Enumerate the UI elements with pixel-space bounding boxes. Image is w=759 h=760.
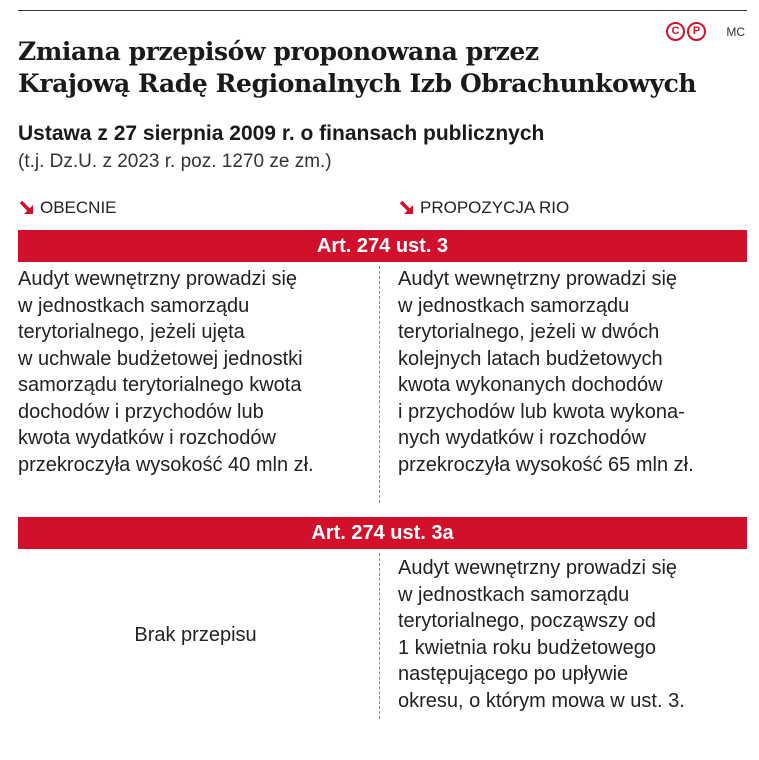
proposed-provision-text: Audyt wewnętrzny prowadzi się w jednostkach samorządu terytorialnego, jeżeli w dwóch kolejnych latach budżetowych kwota wykonanych dochodów i przychodów lub kwota wykona- nych wydatków i rozchodów przekroczyła wysokość 65 mln zł. xyxy=(398,268,694,476)
column-divider xyxy=(379,553,380,719)
column-header-proposal xyxy=(398,198,569,218)
current-provision-text: Audyt wewnętrzny prowadzi się w jednostkach samorządu terytorialnego, jeżeli ujęta w uchwale budżetowej jednostki samorządu terytorialnego kwota dochodów i przychodów lub kwota wydatków i rozchodów przekroczyła wysokość 40 mln zł. xyxy=(18,268,314,476)
column-header-current-label: OBECNIE xyxy=(40,198,117,217)
logo-letter-p: P xyxy=(687,22,706,41)
column-header-proposal-label: PROPOZYCJA RIO xyxy=(420,198,570,217)
section-heading: Art. 274 ust. 3a xyxy=(18,517,747,549)
arrow-down-right-icon xyxy=(18,199,36,217)
author-credit: MC xyxy=(726,25,745,39)
top-rule xyxy=(18,10,747,11)
title-line-2: Krajową Radę Regionalnych Izb Obrachunkowych xyxy=(18,69,697,98)
title-line-1: Zmiana przepisów proponowana przez xyxy=(18,37,539,66)
page-title xyxy=(18,36,738,100)
proposed-provision-text: Audyt wewnętrzny prowadzi się w jednostkach samorządu terytorialnego, począwszy od 1 kwietnia roku budżetowego następującego po upływie okresu, o którym mowa w ust. 3. xyxy=(398,557,685,712)
current-provision-text: Brak przepisu xyxy=(134,624,257,646)
logo-letter-c: C xyxy=(666,22,685,41)
column-divider xyxy=(379,266,380,503)
law-reference: (t.j. Dz.U. z 2023 r. poz. 1270 ze zm.) xyxy=(18,151,332,172)
column-header-current xyxy=(18,198,117,218)
arrow-down-right-icon xyxy=(398,199,416,217)
section-heading: Art. 274 ust. 3 xyxy=(18,230,747,262)
law-title: Ustawa z 27 sierpnia 2009 r. o finansach publicznych xyxy=(18,122,545,145)
